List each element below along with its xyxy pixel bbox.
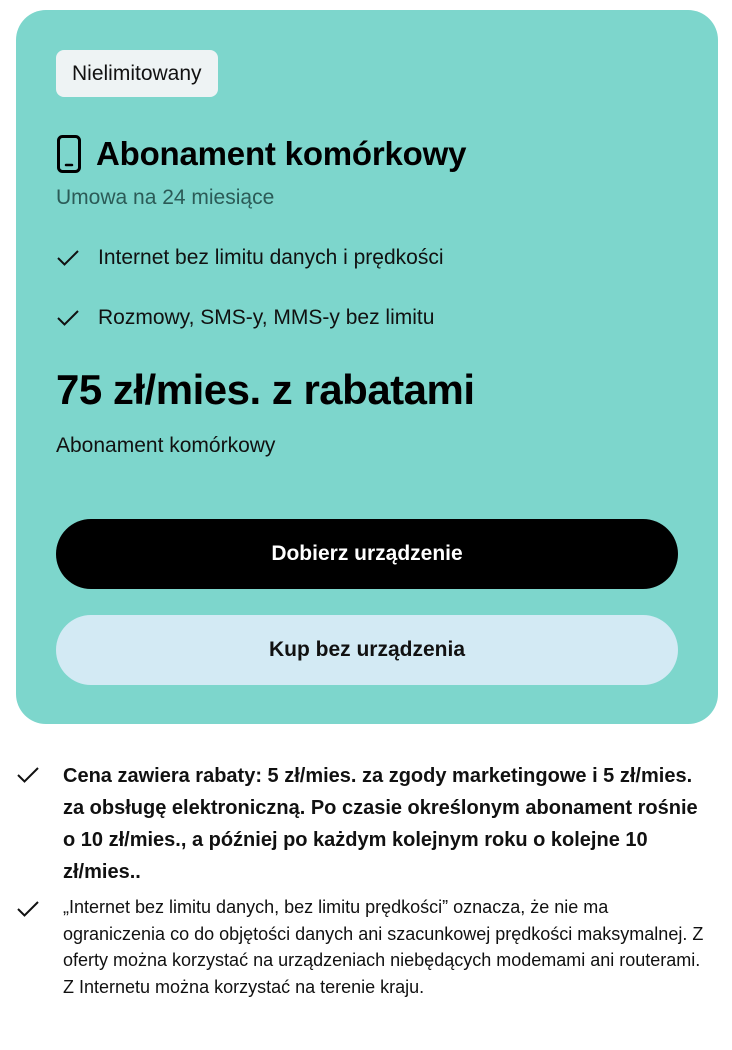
note-text: „Internet bez limitu danych, bez limitu prędkości” oznacza, że nie ma ograniczenia co do objętości danych ani szacunkowej prędkości maksymalnej. Z oferty można korzystać na urządzeniach niebędących modemami ani routerami. Z Internetu można korzystać na terenie kraju. (63, 897, 704, 997)
check-icon (56, 249, 80, 267)
feature-item-internet (56, 246, 444, 270)
plan-badge: Nielimitowany (56, 50, 218, 97)
note-discounts (16, 760, 716, 888)
check-icon (16, 766, 40, 784)
plan-title: Abonament komórkowy (96, 135, 467, 172)
check-icon (16, 900, 40, 918)
check-icon (56, 309, 80, 327)
buy-without-device-button[interactable]: Kup bez urządzenia (56, 615, 678, 685)
feature-label: Rozmowy, SMS-y, MMS-y bez limitu (98, 306, 435, 329)
note-internet-unlimited (16, 894, 716, 1000)
choose-device-button[interactable]: Dobierz urządzenie (56, 519, 678, 589)
feature-label: Internet bez limitu danych i prędkości (98, 246, 444, 269)
title-row (56, 134, 466, 174)
feature-item-calls (56, 306, 434, 330)
offer-card (16, 10, 718, 724)
contract-length: Umowa na 24 miesiące (56, 186, 275, 209)
phone-icon (56, 134, 82, 174)
price-subtitle: Abonament komórkowy (56, 434, 276, 457)
price: 75 zł/mies. z rabatami (56, 366, 475, 413)
note-text: Cena zawiera rabaty: 5 zł/mies. za zgody marketingowe i 5 zł/mies. za obsługę elektroniczną. Po czasie określonym abonament rośnie o 10 zł/mies., a później po każdym kolejnym roku o kolejne 10 zł/mies.. (63, 765, 698, 883)
